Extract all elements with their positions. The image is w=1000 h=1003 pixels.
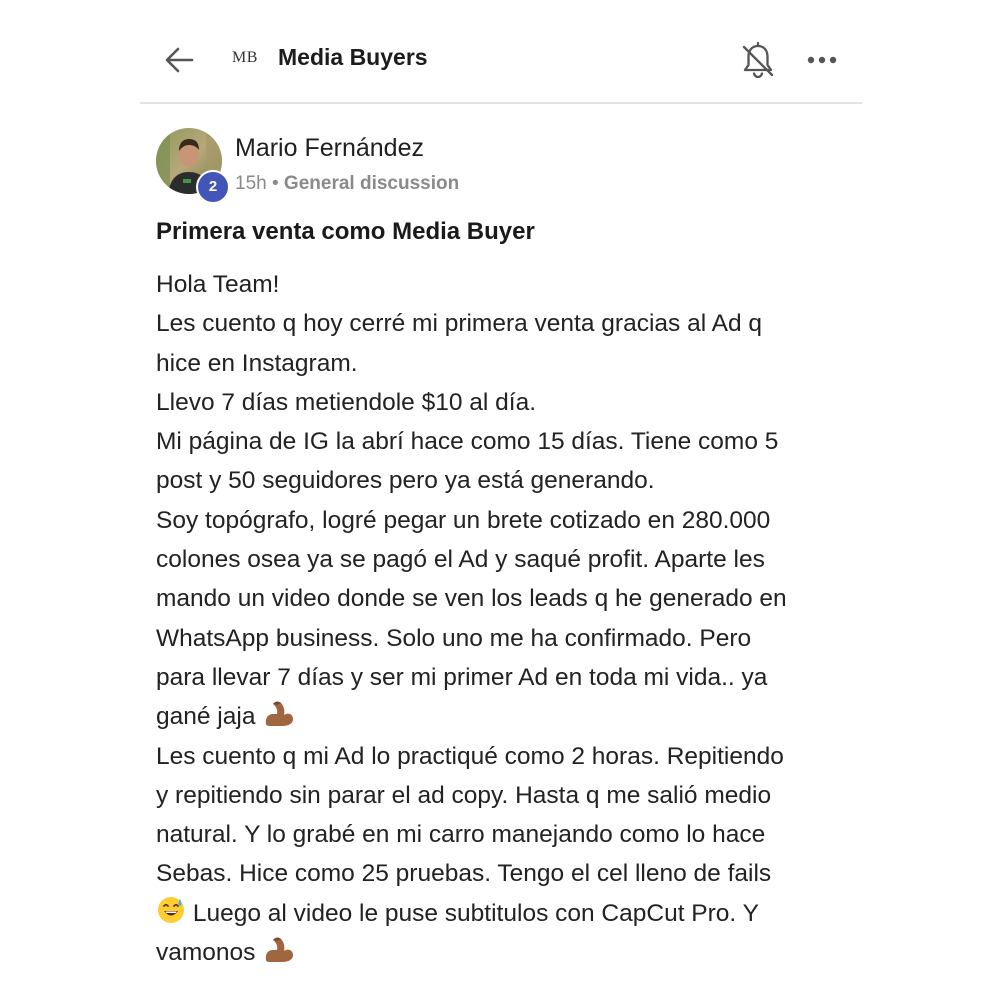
post-category[interactable]: General discussion <box>283 173 460 194</box>
body-line: natural. Y lo grabé en mi carro manejando como lo hace <box>156 821 766 849</box>
body-line: vamonos <box>156 933 856 972</box>
body-line: WhatsApp business. Solo uno me ha confirmado. Pero <box>156 624 752 652</box>
flexed-biceps-emoji <box>262 934 296 976</box>
group-header <box>140 0 862 104</box>
body-line: hice en Instagram. <box>156 349 358 377</box>
body-line: Luego al video le puse subtitulos con CapCut Pro. Y <box>156 894 856 933</box>
body-line: Soy topógrafo, logré pegar un brete cotizado en 280.000 <box>156 506 771 534</box>
body-line: Llevo 7 días metiendole $10 al día. <box>156 388 537 416</box>
body-line: Mi página de IG la abrí hace como 15 días. Tiene como 5 <box>156 428 779 456</box>
post-time: 15h <box>235 173 267 194</box>
body-line: y repitiendo sin parar el ad copy. Hasta q me salió medio <box>156 781 772 809</box>
body-line: para llevar 7 días y ser mi primer Ad en toda mi vida.. ya <box>156 663 768 691</box>
body-line: mando un video donde se ven los leads q he generado en <box>156 585 787 613</box>
grinning-sweat-emoji <box>156 895 186 937</box>
back-button[interactable] <box>162 42 198 78</box>
flexed-biceps-emoji <box>262 698 296 740</box>
body-line: gané jaja <box>156 697 856 736</box>
body-line: Les cuento q hoy cerré mi primera venta gracias al Ad q <box>156 310 763 338</box>
more-horizontal-icon <box>806 48 838 72</box>
member-level-badge: 2 <box>196 170 230 204</box>
bell-off-icon <box>741 42 775 80</box>
meta-separator: • <box>271 173 279 194</box>
body-line: post y 50 seguidores pero ya está generando. <box>156 467 655 495</box>
body-line: Les cuento q mi Ad lo practiqué como 2 horas. Repitiendo <box>156 742 784 770</box>
notifications-button[interactable] <box>741 42 775 80</box>
group-name[interactable]: Media Buyers <box>278 44 428 70</box>
post-title: Primera venta como Media Buyer <box>156 218 535 245</box>
body-line: Sebas. Hice como 25 pruebas. Tengo el cel lleno de fails <box>156 860 772 888</box>
author-name[interactable]: Mario Fernández <box>235 134 424 162</box>
group-logo: MB <box>232 49 258 66</box>
post-body <box>156 265 856 972</box>
body-line: Hola Team! <box>156 271 280 298</box>
post-meta <box>235 173 459 195</box>
more-options-button[interactable] <box>806 48 838 72</box>
body-line: colones osea ya se pagó el Ad y saqué profit. Aparte les <box>156 546 765 574</box>
arrow-left-icon <box>162 42 198 78</box>
